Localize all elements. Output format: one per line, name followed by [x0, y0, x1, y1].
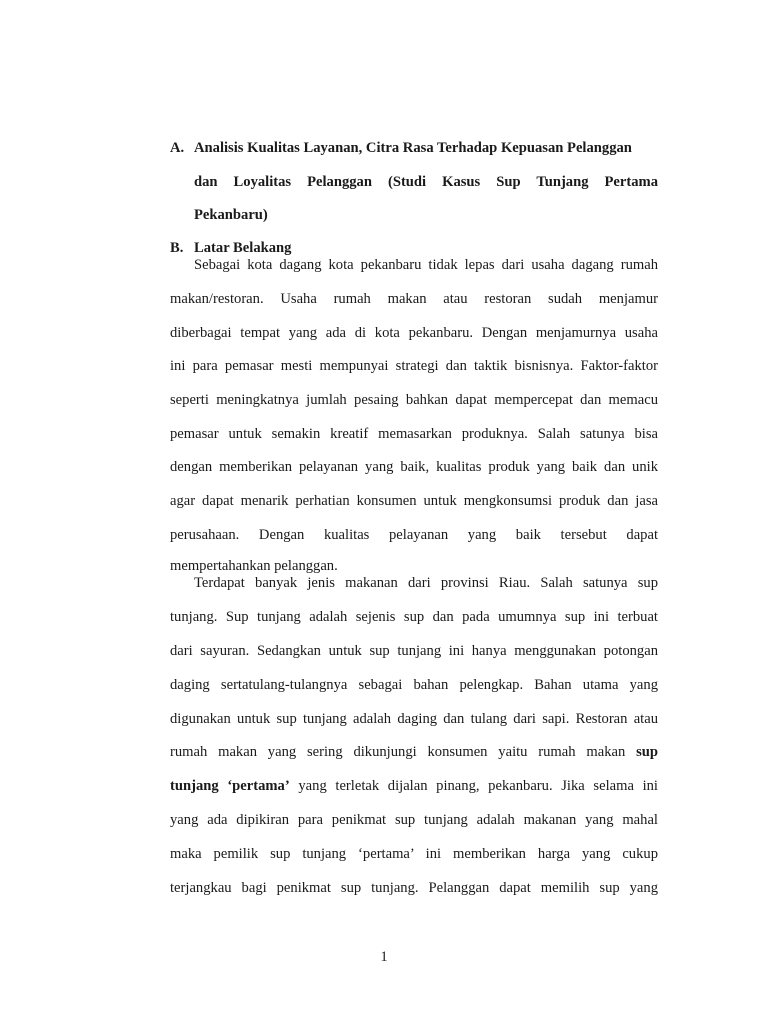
paragraph-2-line: digunakan untuk sup tunjang adalah daging dan tulang dari sapi. Restoran atau	[170, 711, 658, 727]
paragraph-2-line: terjangkau bagi penikmat sup tunjang. Pelanggan dapat memilih sup yang	[170, 880, 658, 896]
paragraph-1-line: diberbagai tempat yang ada di kota pekanbaru. Dengan menjamurnya usaha	[170, 325, 658, 341]
paragraph-2-line: tunjang. Sup tunjang adalah sejenis sup dan pada umumnya sup ini terbuat	[170, 609, 658, 625]
paragraph-1-line: pemasar untuk semakin kreatif memasarkan produknya. Salah satunya bisa	[170, 426, 658, 442]
paragraph-2-line: maka pemilik sup tunjang ‘pertama’ ini memberikan harga yang cukup	[170, 846, 658, 862]
paragraph-2-line-6-text: rumah makan yang sering dikunjungi konsumen yaitu rumah makan	[170, 744, 637, 760]
paragraph-1-line: seperti meningkatnya jumlah pesaing bahkan dapat mempercepat dan memacu	[170, 392, 658, 408]
paragraph-2-line-7-text: yang terletak dijalan pinang, pekanbaru. Jika selama ini	[289, 778, 658, 794]
section-b-marker: B.	[170, 240, 184, 256]
paragraph-2-line: Terdapat banyak jenis makanan dari provinsi Riau. Salah satunya sup	[194, 575, 658, 591]
section-a-marker: A.	[170, 140, 185, 156]
page-number: 1	[380, 949, 388, 965]
paragraph-1-line: perusahaan. Dengan kualitas pelayanan yang baik tersebut dapat	[170, 527, 658, 543]
paragraph-1-line: mempertahankan pelanggan.	[170, 558, 338, 574]
paragraph-2-line-6-bold: sup	[636, 744, 658, 760]
section-b-title: Latar Belakang	[194, 240, 292, 256]
paragraph-2-line: dari sayuran. Sedangkan untuk sup tunjang ini hanya menggunakan potongan	[170, 643, 658, 659]
paragraph-2-line	[170, 777, 658, 795]
section-a-title-line-2: dan Loyalitas Pelanggan (Studi Kasus Sup Tunjang Pertama	[194, 174, 658, 190]
paragraph-1-line: ini para pemasar mesti mempunyai strategi dan taktik bisnisnya. Faktor-faktor	[170, 358, 658, 374]
paragraph-1-line: makan/restoran. Usaha rumah makan atau restoran sudah menjamur	[170, 291, 658, 307]
paragraph-2-line-7-bold: tunjang ‘pertama’	[170, 778, 290, 794]
paragraph-2-line	[170, 743, 658, 761]
paragraph-2-line: yang ada dipikiran para penikmat sup tunjang adalah makanan yang mahal	[170, 812, 658, 828]
paragraph-1-line: dengan memberikan pelayanan yang baik, kualitas produk yang baik dan unik	[170, 459, 658, 475]
section-a-title-line-1: Analisis Kualitas Layanan, Citra Rasa Terhadap Kepuasan Pelanggan	[194, 140, 632, 156]
section-a-title-line-3: Pekanbaru)	[194, 207, 268, 223]
paragraph-2-line: daging sertatulang-tulangnya sebagai bahan pelengkap. Bahan utama yang	[170, 677, 658, 693]
paragraph-1-line: Sebagai kota dagang kota pekanbaru tidak lepas dari usaha dagang rumah	[194, 257, 658, 273]
paragraph-1-line: agar dapat menarik perhatian konsumen untuk mengkonsumsi produk dan jasa	[170, 493, 658, 509]
